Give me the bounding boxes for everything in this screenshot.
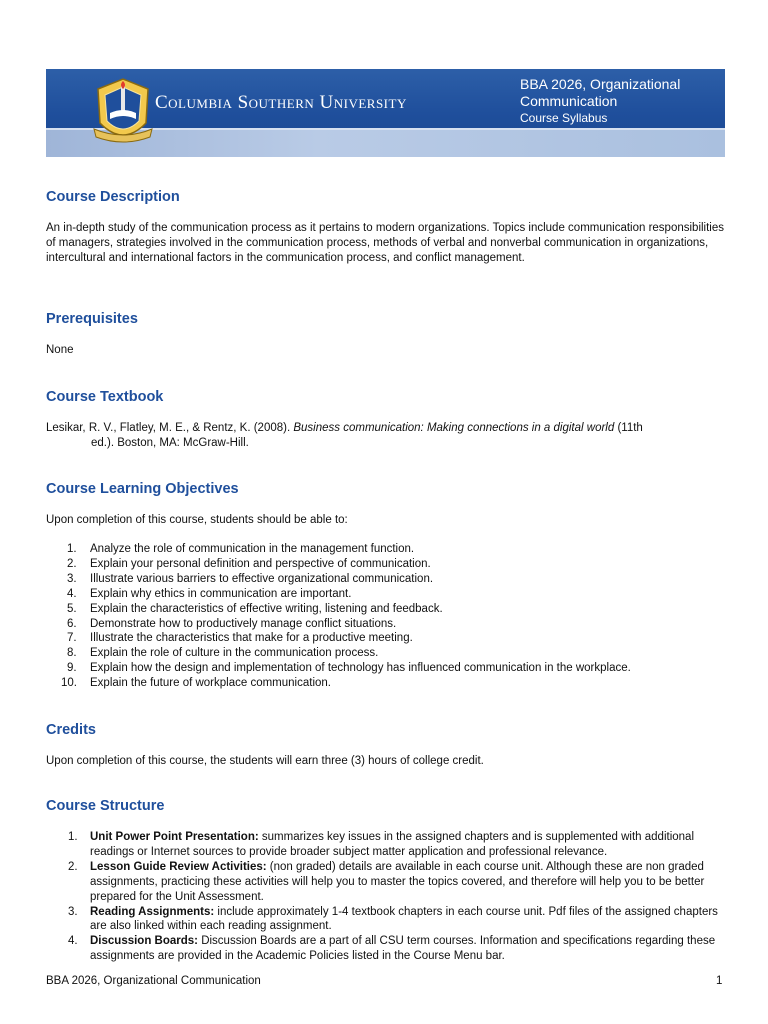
list-item: 7. Illustrate the characteristics that make for a productive meeting. xyxy=(67,632,413,645)
heading-learning-objectives: Course Learning Objectives xyxy=(46,481,239,497)
list-item: 10. Explain the future of workplace communication. xyxy=(61,677,331,690)
prerequisites-text: None xyxy=(46,344,74,356)
course-title: BBA 2026, Organizational Communication xyxy=(520,76,681,109)
heading-course-structure: Course Structure xyxy=(46,798,165,814)
credits-text: Upon completion of this course, the students will earn three (3) hours of college credit. xyxy=(46,755,484,767)
list-item: 5. Explain the characteristics of effective writing, listening and feedback. xyxy=(67,602,443,615)
citation-title: Business communication: Making connections in a digital world xyxy=(293,422,615,434)
list-item: 3. Illustrate various barriers to effective organizational communication. xyxy=(67,572,434,585)
page-number: 1 xyxy=(716,975,723,987)
list-item: 4. Explain why ethics in communication are important. xyxy=(67,587,352,600)
list-item: 6. Demonstrate how to productively manage conflict situations. xyxy=(67,617,397,630)
heading-course-description: Course Description xyxy=(46,189,180,205)
heading-course-textbook: Course Textbook xyxy=(46,389,164,405)
list-item: 2. Lesson Guide Review Activities: (non graded) details are available in each course unit. Although these are non graded assignments, practicing these activities will help you to master the topics covered, and therefore will help you to be better prepared for the Unit Assessment. xyxy=(68,860,705,903)
university-name: Columbia Southern University xyxy=(155,92,407,113)
course-subtitle: Course Syllabus xyxy=(520,111,608,125)
structure-list xyxy=(46,830,726,964)
course-description-text: An in-depth study of the communication process as it pertains to modern organizations. Topics include communication responsibilities of managers, strategies involved in the communication process, methods of verbal and nonverbal communication in organizations, intercultural and international factors in the communication process, and conflict management. xyxy=(46,222,725,264)
list-item: 3. Reading Assignments: include approximately 1-4 textbook chapters in each course unit. Pdf files of the assigned chapters are also linked within each reading assignment. xyxy=(68,905,718,933)
citation-publisher: (11th ed.). Boston, MA: McGraw-Hill. xyxy=(91,422,643,449)
list-item: 8. Explain the role of culture in the communication process. xyxy=(67,647,379,660)
heading-prerequisites: Prerequisites xyxy=(46,311,138,327)
heading-credits: Credits xyxy=(46,722,96,738)
footer-course-title: BBA 2026, Organizational Communication xyxy=(46,975,261,987)
list-item: 1. Analyze the role of communication in the management function. xyxy=(67,543,415,555)
objectives-list xyxy=(46,542,726,691)
university-crest-icon xyxy=(92,75,154,151)
list-item: 2. Explain your personal definition and perspective of communication. xyxy=(67,557,431,570)
list-item: 4. Discussion Boards: Discussion Boards are a part of all CSU term courses. Information and specifications regarding these assignments are provided in the Academic Policies listed in the Course Menu bar. xyxy=(68,935,716,963)
list-item: 1. Unit Power Point Presentation: summarizes key issues in the assigned chapters and is supplemented with additional readings or Internet sources to provide broader subject matter application and professional relevance. xyxy=(68,831,695,858)
list-item: 9. Explain how the design and implementation of technology has influenced communication in the workplace. xyxy=(67,662,631,675)
header-banner xyxy=(46,69,725,157)
citation-authors: Lesikar, R. V., Flatley, M. E., & Rentz, K. (2008). xyxy=(46,422,294,434)
textbook-citation xyxy=(46,421,651,451)
objectives-intro: Upon completion of this course, students should be able to: xyxy=(46,514,348,526)
